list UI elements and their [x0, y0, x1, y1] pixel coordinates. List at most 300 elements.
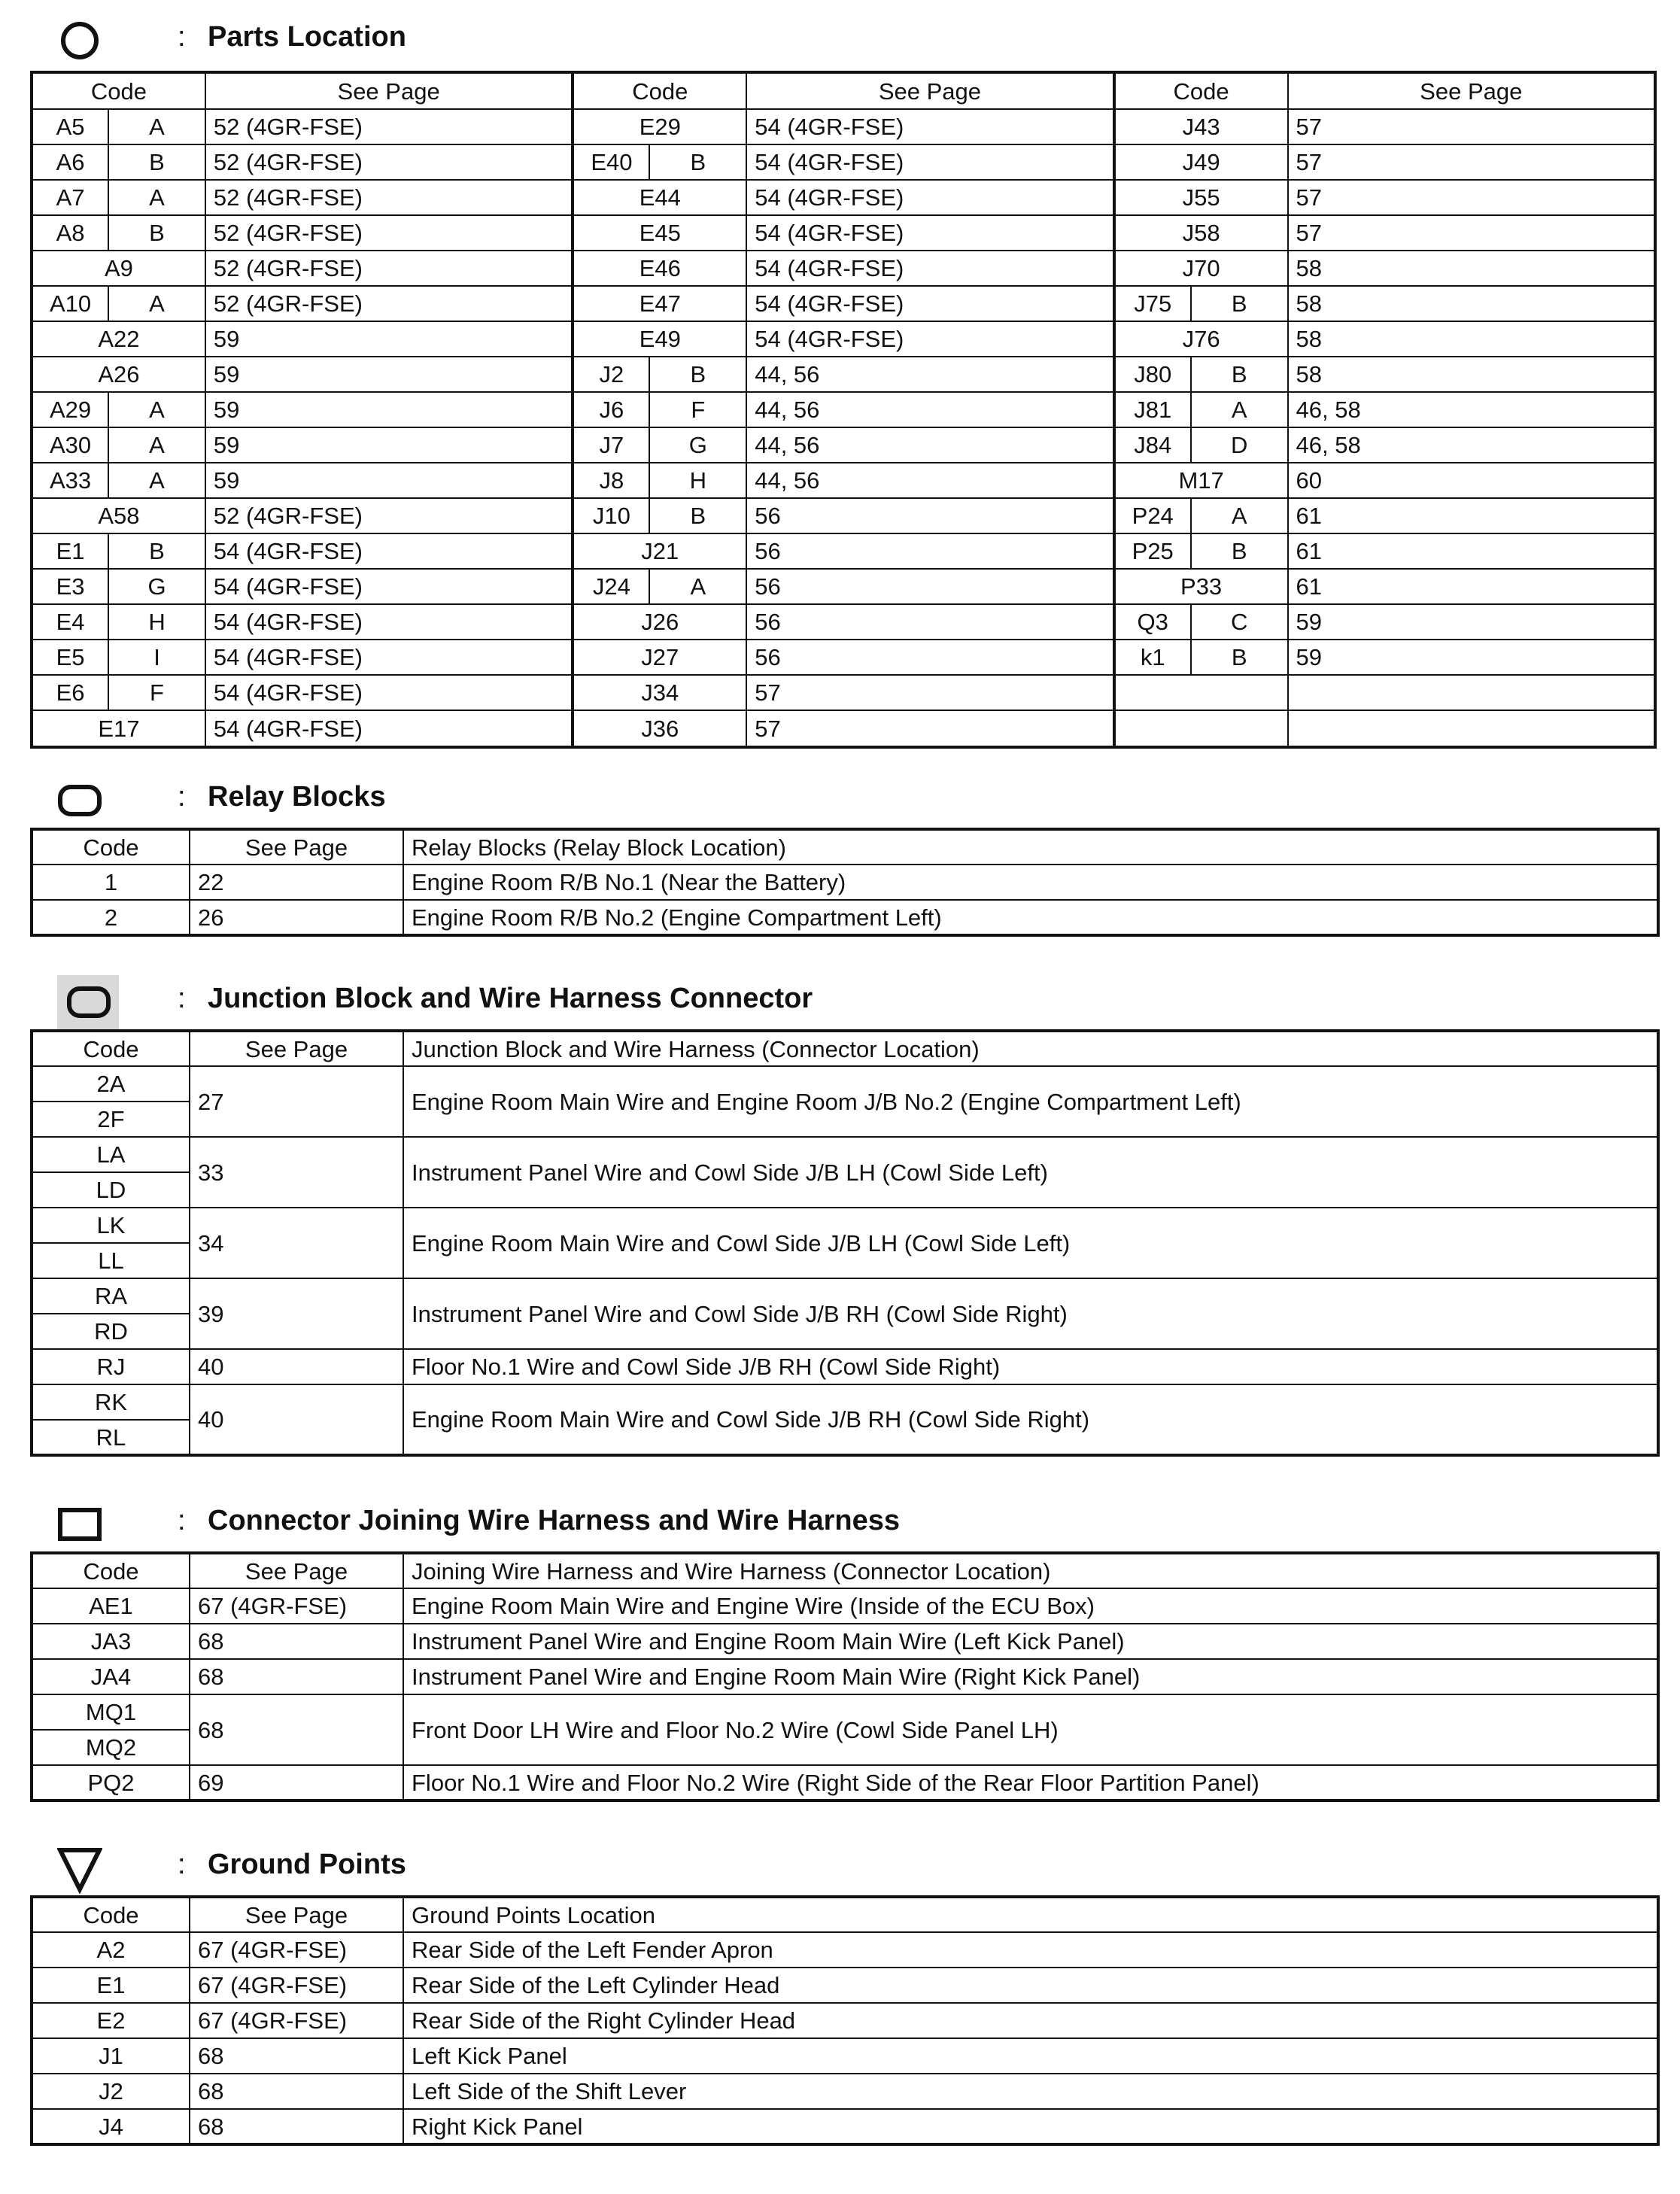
code-cell: JA4: [32, 1659, 190, 1694]
location-cell: Floor No.1 Wire and Floor No.2 Wire (Right Side of the Rear Floor Partition Panel): [403, 1765, 1658, 1800]
table-row: [574, 463, 1112, 498]
shaded-rounded-rect-symbol-icon: [66, 981, 111, 1023]
table-row: [32, 1278, 1658, 1314]
see-page-header: See Page: [190, 1553, 403, 1588]
table-row: [33, 463, 571, 498]
section-title: Junction Block and Wire Harness Connector: [208, 983, 813, 1014]
code-cell: JA3: [32, 1624, 190, 1659]
section-title: Ground Points: [208, 1849, 406, 1880]
see-page-cell: 57: [1288, 215, 1654, 251]
location-cell: Instrument Panel Wire and Cowl Side J/B LH (Cowl Side Left): [403, 1137, 1658, 1208]
see-page-cell: 61: [1288, 569, 1654, 604]
see-page-cell: 56: [746, 604, 1112, 640]
see-page-cell: 56: [746, 533, 1112, 569]
relay-blocks-table: [30, 828, 1660, 937]
location-cell: Rear Side of the Right Cylinder Head: [403, 2003, 1658, 2038]
location-cell: Engine Room Main Wire and Cowl Side J/B LH (Cowl Side Left): [403, 1208, 1658, 1278]
parts-location-header: [30, 14, 1657, 66]
section-title: Relay Blocks: [208, 781, 386, 813]
code-cell: J1: [32, 2038, 190, 2074]
parts-column: [33, 74, 571, 746]
code-cell: A26: [33, 357, 205, 392]
connector-joining-header: [30, 1497, 1657, 1550]
code-cell: E49: [574, 321, 746, 357]
table-row: [1116, 357, 1654, 392]
location-cell: Left Side of the Shift Lever: [403, 2074, 1658, 2109]
code-cell: J10: [574, 498, 649, 533]
code-cell: RK: [32, 1384, 190, 1420]
code-cell: J6: [574, 392, 649, 427]
relay-blocks-section: [30, 773, 1657, 937]
see-page-cell: 54 (4GR-FSE): [746, 286, 1112, 321]
code-header: Code: [33, 74, 205, 109]
code-cell: Q3: [1116, 604, 1191, 640]
parts-column: [1113, 74, 1654, 746]
code-cell: E4: [33, 604, 108, 640]
code-cell: LD: [32, 1172, 190, 1208]
code-cell: RD: [32, 1314, 190, 1349]
code-suffix-cell: A: [649, 569, 746, 604]
code-cell: A7: [33, 180, 108, 215]
see-page-cell: 46, 58: [1288, 427, 1654, 463]
table-row: [574, 427, 1112, 463]
location-header: Ground Points Location: [403, 1897, 1658, 1932]
code-cell: 2: [32, 900, 190, 935]
code-cell: E44: [574, 180, 746, 215]
junction-block-header: [30, 975, 1657, 1028]
code-cell: A9: [33, 251, 205, 286]
see-page-cell: 57: [1288, 180, 1654, 215]
code-cell: J43: [1116, 109, 1288, 144]
code-suffix-cell: H: [108, 604, 205, 640]
location-cell: Engine Room Main Wire and Engine Room J/B No.2 (Engine Compartment Left): [403, 1066, 1658, 1137]
see-page-cell: 39: [190, 1278, 403, 1349]
square-symbol-icon: [57, 1503, 102, 1545]
table-row: [32, 1968, 1658, 2003]
code-cell: LL: [32, 1243, 190, 1278]
code-suffix-cell: D: [1191, 427, 1288, 463]
code-suffix-cell: B: [1191, 640, 1288, 675]
location-cell: Engine Room Main Wire and Cowl Side J/B RH (Cowl Side Right): [403, 1384, 1658, 1455]
table-row: [1116, 427, 1654, 463]
see-page-cell: 59: [205, 357, 571, 392]
table-row: [33, 180, 571, 215]
see-page-cell: 52 (4GR-FSE): [205, 286, 571, 321]
location-header: Junction Block and Wire Harness (Connector Location): [403, 1031, 1658, 1066]
see-page-cell: 40: [190, 1349, 403, 1384]
table-row: [33, 357, 571, 392]
see-page-cell: 54 (4GR-FSE): [746, 251, 1112, 286]
code-cell: A33: [33, 463, 108, 498]
see-page-cell: 52 (4GR-FSE): [205, 109, 571, 144]
see-page-cell: 52 (4GR-FSE): [205, 180, 571, 215]
code-cell: 2A: [32, 1066, 190, 1102]
ground-points-section: [30, 1841, 1657, 2146]
table-row: [574, 533, 1112, 569]
code-cell: A5: [33, 109, 108, 144]
see-page-cell: 54 (4GR-FSE): [213, 715, 363, 742]
code-cell: E29: [574, 109, 746, 144]
code-cell: AE1: [32, 1588, 190, 1624]
code-suffix-cell: A: [108, 463, 205, 498]
code-cell: J84: [1116, 427, 1191, 463]
table-row: [574, 180, 1112, 215]
table-row: [1116, 144, 1654, 180]
table-row: [574, 357, 1112, 392]
code-cell: 1: [32, 865, 190, 900]
table-row: [32, 1624, 1658, 1659]
code-cell: J24: [574, 569, 649, 604]
table-row: [1116, 640, 1654, 675]
see-page-cell: 59: [205, 427, 571, 463]
code-cell: M17: [1116, 463, 1288, 498]
table-row: [33, 604, 571, 640]
table-row: [32, 1765, 1658, 1800]
see-page-cell: 61: [1288, 533, 1654, 569]
code-header: Code: [574, 74, 746, 109]
code-suffix-cell: B: [649, 144, 746, 180]
table-row: [32, 2109, 1658, 2144]
see-page-cell: 44, 56: [746, 392, 1112, 427]
parts-location-section: [30, 14, 1657, 749]
parts-column: [571, 74, 1112, 746]
table-header-row: [1116, 74, 1654, 109]
code-suffix-cell: A: [1191, 498, 1288, 533]
see-page-header: See Page: [190, 1897, 403, 1932]
see-page-cell: 56: [746, 569, 1112, 604]
see-page-cell: 54 (4GR-FSE): [746, 215, 1112, 251]
table-row: [574, 498, 1112, 533]
table-row: [32, 1932, 1658, 1968]
see-page-cell: 54 (4GR-FSE): [746, 321, 1112, 357]
see-page-cell: 54 (4GR-FSE): [205, 569, 571, 604]
table-row: [33, 144, 571, 180]
code-cell: A10: [33, 286, 108, 321]
see-page-cell: 58: [1288, 251, 1654, 286]
code-cell: J81: [1116, 392, 1191, 427]
junction-block-section: [30, 975, 1657, 1457]
relay-blocks-header: [30, 773, 1657, 826]
code-header: Code: [32, 1031, 190, 1066]
see-page-cell: 57: [755, 715, 781, 742]
table-row: [1116, 675, 1654, 710]
table-header-row: [32, 1897, 1658, 1932]
location-header: Joining Wire Harness and Wire Harness (Connector Location): [403, 1553, 1658, 1588]
see-page-cell: 59: [1288, 640, 1654, 675]
junction-block-table: [30, 1029, 1660, 1457]
code-cell: J70: [1116, 251, 1288, 286]
table-row: [33, 675, 571, 710]
code-cell: J58: [1116, 215, 1288, 251]
colon: :: [178, 21, 186, 53]
table-row: [33, 321, 571, 357]
table-row: [574, 710, 1112, 746]
table-row: [33, 251, 571, 286]
code-cell: J49: [1116, 144, 1288, 180]
location-cell: Engine Room Main Wire and Engine Wire (Inside of the ECU Box): [403, 1588, 1658, 1624]
code-cell: J2: [574, 357, 649, 392]
table-row: [574, 109, 1112, 144]
code-cell: J76: [1116, 321, 1288, 357]
code-cell: RA: [32, 1278, 190, 1314]
table-row: [1116, 251, 1654, 286]
table-row: [574, 569, 1112, 604]
location-cell: Rear Side of the Left Fender Apron: [403, 1932, 1658, 1968]
table-row: [32, 1137, 1658, 1172]
code-cell: E1: [33, 533, 108, 569]
see-page-cell: 54 (4GR-FSE): [746, 109, 1112, 144]
code-cell: LK: [32, 1208, 190, 1243]
code-suffix-cell: A: [108, 109, 205, 144]
location-cell: Instrument Panel Wire and Engine Room Main Wire (Left Kick Panel): [403, 1624, 1658, 1659]
see-page-cell: 60: [1288, 463, 1654, 498]
code-suffix-cell: B: [108, 533, 205, 569]
code-header: Code: [32, 1553, 190, 1588]
connector-joining-table: [30, 1551, 1660, 1802]
code-cell: A2: [32, 1932, 190, 1968]
section-title: Parts Location: [208, 21, 406, 53]
code-cell: J75: [1116, 286, 1191, 321]
colon: :: [178, 1849, 186, 1880]
code-cell: MQ1: [32, 1694, 190, 1730]
see-page-cell: 54 (4GR-FSE): [746, 180, 1112, 215]
table-row: [33, 533, 571, 569]
see-page-cell: 59: [1288, 604, 1654, 640]
code-cell: E17: [33, 710, 205, 746]
table-row: [1116, 463, 1654, 498]
see-page-cell: 68: [190, 2038, 403, 2074]
table-row: [33, 215, 571, 251]
location-cell: Instrument Panel Wire and Cowl Side J/B RH (Cowl Side Right): [403, 1278, 1658, 1349]
circle-symbol-icon: [57, 20, 102, 62]
table-row: [33, 109, 571, 144]
see-page-cell: 54 (4GR-FSE): [746, 144, 1112, 180]
see-page-cell: 33: [190, 1137, 403, 1208]
table-row: [574, 215, 1112, 251]
see-page-cell: [1288, 710, 1654, 746]
location-cell: Rear Side of the Left Cylinder Head: [403, 1968, 1658, 2003]
code-cell: J27: [574, 640, 746, 675]
code-suffix-cell: F: [649, 392, 746, 427]
location-cell: Right Kick Panel: [403, 2109, 1658, 2144]
code-suffix-cell: A: [108, 392, 205, 427]
code-cell: J26: [574, 604, 746, 640]
see-page-cell: 58: [1288, 357, 1654, 392]
code-cell: E3: [33, 569, 108, 604]
see-page-cell: 68: [190, 2109, 403, 2144]
code-cell: A6: [33, 144, 108, 180]
see-page-cell: 69: [190, 1765, 403, 1800]
code-suffix-cell: C: [1191, 604, 1288, 640]
colon: :: [178, 1505, 186, 1536]
table-header-row: [32, 829, 1658, 865]
code-cell: E46: [574, 251, 746, 286]
see-page-cell: 52 (4GR-FSE): [205, 251, 571, 286]
parts-column-table: [574, 74, 1112, 746]
code-cell: P33: [1116, 569, 1288, 604]
see-page-cell: 67 (4GR-FSE): [190, 1932, 403, 1968]
see-page-cell: 40: [190, 1384, 403, 1455]
code-suffix-cell: I: [108, 640, 205, 675]
code-header: Code: [32, 829, 190, 865]
see-page-cell: 54 (4GR-FSE): [205, 604, 571, 640]
see-page-cell: 44, 56: [746, 357, 1112, 392]
see-page-cell: 27: [190, 1066, 403, 1137]
table-row: [33, 569, 571, 604]
see-page-cell: [1288, 675, 1654, 710]
table-row: [32, 1694, 1658, 1730]
code-cell: [1116, 710, 1288, 746]
table-row: [32, 1066, 1658, 1102]
code-cell: PQ2: [32, 1765, 190, 1800]
colon: :: [178, 983, 186, 1014]
code-cell: E6: [33, 675, 108, 710]
code-cell: E2: [32, 2003, 190, 2038]
code-cell: A30: [33, 427, 108, 463]
location-cell: Engine Room R/B No.2 (Engine Compartment Left): [403, 900, 1658, 935]
table-row: [574, 251, 1112, 286]
code-suffix-cell: F: [108, 675, 205, 710]
code-suffix-cell: B: [649, 357, 746, 392]
table-row: [32, 1384, 1658, 1420]
location-cell: Floor No.1 Wire and Cowl Side J/B RH (Cowl Side Right): [403, 1349, 1658, 1384]
triangle-symbol-icon: [57, 1846, 102, 1894]
location-header: Relay Blocks (Relay Block Location): [403, 829, 1658, 865]
table-header-row: [32, 1031, 1658, 1066]
see-page-header: See Page: [190, 1031, 403, 1066]
see-page-cell: 57: [1288, 144, 1654, 180]
table-row: [32, 1349, 1658, 1384]
code-cell: P25: [1116, 533, 1191, 569]
see-page-cell: 68: [190, 2074, 403, 2109]
table-row: [32, 1659, 1658, 1694]
see-page-cell: 46, 58: [1288, 392, 1654, 427]
see-page-cell: 59: [205, 463, 571, 498]
table-row: [1116, 710, 1654, 746]
see-page-cell: 59: [205, 392, 571, 427]
table-header-row: [33, 74, 571, 109]
table-row: [33, 710, 571, 746]
table-row: [1116, 498, 1654, 533]
table-row: [32, 900, 1658, 935]
table-row: [32, 2074, 1658, 2109]
see-page-header: See Page: [746, 74, 1112, 109]
code-suffix-cell: H: [649, 463, 746, 498]
code-cell: A29: [33, 392, 108, 427]
table-row: [33, 640, 571, 675]
see-page-header: See Page: [190, 829, 403, 865]
see-page-cell: 54 (4GR-FSE): [205, 533, 571, 569]
see-page-cell: 52 (4GR-FSE): [205, 215, 571, 251]
section-title: Connector Joining Wire Harness and Wire Harness: [208, 1505, 900, 1536]
table-row: [1116, 215, 1654, 251]
see-page-header: See Page: [205, 74, 571, 109]
see-page-cell: 59: [205, 321, 571, 357]
table-row: [32, 865, 1658, 900]
see-page-cell: 58: [1288, 286, 1654, 321]
see-page-cell: 56: [746, 640, 1112, 675]
colon: :: [178, 781, 186, 813]
see-page-cell: 67 (4GR-FSE): [190, 1968, 403, 2003]
ground-points-header: [30, 1841, 1657, 1894]
code-cell: MQ2: [32, 1730, 190, 1765]
table-row: [574, 144, 1112, 180]
location-cell: Engine Room R/B No.1 (Near the Battery): [403, 865, 1658, 900]
rounded-rect-symbol-icon: [57, 779, 102, 822]
parts-location-table: [30, 71, 1657, 749]
see-page-header: See Page: [1288, 74, 1654, 109]
table-row: [1116, 321, 1654, 357]
see-page-cell: 57: [746, 675, 1112, 710]
code-cell: A58: [33, 498, 205, 533]
code-cell: RJ: [32, 1349, 190, 1384]
see-page-cell: 68: [190, 1694, 403, 1765]
code-cell: A22: [33, 321, 205, 357]
code-cell: A8: [33, 215, 108, 251]
code-cell: J2: [32, 2074, 190, 2109]
code-suffix-cell: G: [108, 569, 205, 604]
code-cell: E45: [574, 215, 746, 251]
table-row: [33, 392, 571, 427]
table-row: [1116, 533, 1654, 569]
code-cell: J4: [32, 2109, 190, 2144]
see-page-cell: 67 (4GR-FSE): [190, 2003, 403, 2038]
location-cell: Left Kick Panel: [403, 2038, 1658, 2074]
see-page-cell: 68: [190, 1624, 403, 1659]
see-page-cell: 68: [190, 1659, 403, 1694]
see-page-cell: 44, 56: [746, 427, 1112, 463]
parts-column-table: [1116, 74, 1654, 746]
code-cell: J21: [574, 533, 746, 569]
see-page-cell: 67 (4GR-FSE): [190, 1588, 403, 1624]
see-page-cell: 26: [190, 900, 403, 935]
code-suffix-cell: G: [649, 427, 746, 463]
code-header: Code: [1116, 74, 1288, 109]
table-row: [32, 1208, 1658, 1243]
location-cell: Instrument Panel Wire and Engine Room Main Wire (Right Kick Panel): [403, 1659, 1658, 1694]
table-row: [574, 321, 1112, 357]
code-header: Code: [32, 1897, 190, 1932]
code-cell: LA: [32, 1137, 190, 1172]
table-row: [1116, 180, 1654, 215]
table-row: [32, 2003, 1658, 2038]
table-row: [33, 286, 571, 321]
table-header-row: [32, 1553, 1658, 1588]
code-cell: J80: [1116, 357, 1191, 392]
table-row: [574, 675, 1112, 710]
code-suffix-cell: B: [1191, 533, 1288, 569]
table-row: [1116, 392, 1654, 427]
code-cell: E5: [33, 640, 108, 675]
see-page-cell: 54 (4GR-FSE): [205, 640, 571, 675]
code-cell: k1: [1116, 640, 1191, 675]
parts-column-table: [33, 74, 571, 746]
code-cell: RL: [32, 1420, 190, 1455]
ground-points-table: [30, 1895, 1660, 2146]
code-cell: [1116, 675, 1288, 710]
see-page-cell: 52 (4GR-FSE): [205, 144, 571, 180]
code-cell: E1: [32, 1968, 190, 2003]
code-cell: J36: [574, 710, 746, 746]
table-row: [1116, 286, 1654, 321]
code-suffix-cell: B: [1191, 357, 1288, 392]
see-page-cell: 57: [1288, 109, 1654, 144]
see-page-cell: 22: [190, 865, 403, 900]
code-cell: J34: [574, 675, 746, 710]
see-page-cell: 56: [746, 498, 1112, 533]
code-suffix-cell: A: [108, 286, 205, 321]
code-suffix-cell: A: [108, 427, 205, 463]
